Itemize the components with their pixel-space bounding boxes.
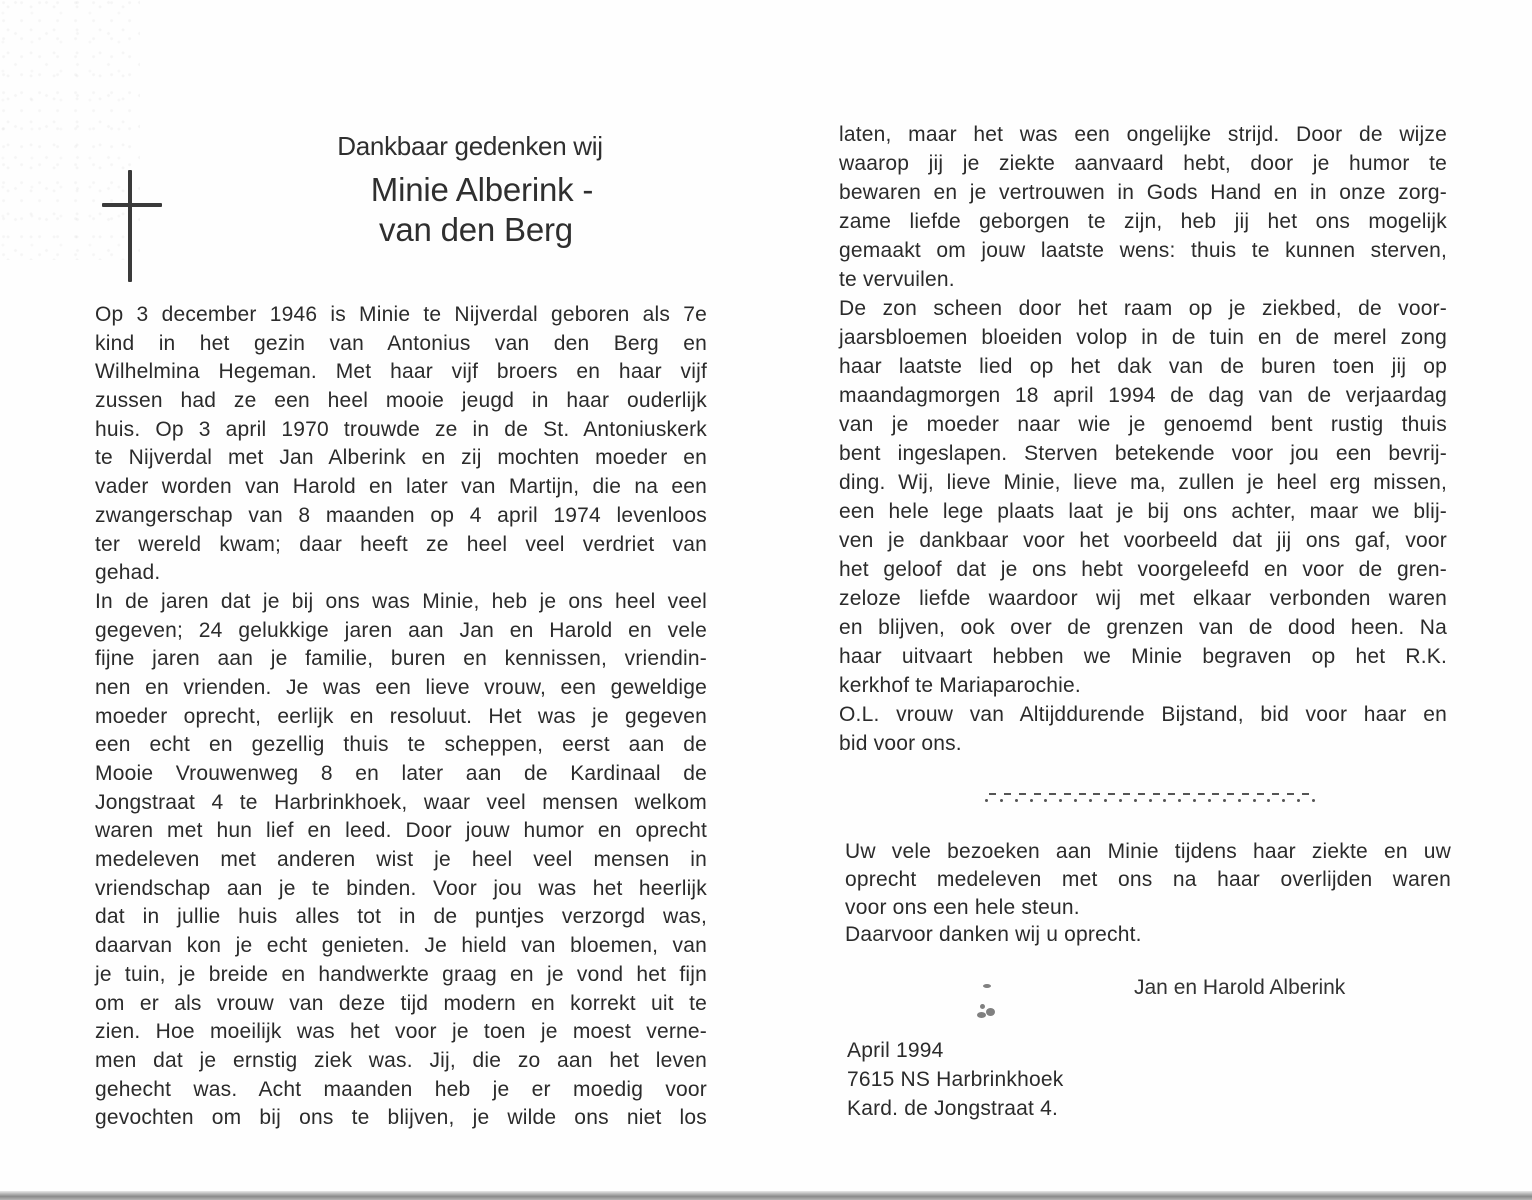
text-line: je tuin, je breide en handwerkte graag en je vond het fijn [95,962,707,986]
separator-dash [1242,793,1249,795]
text-line: gehad. [95,561,161,585]
deceased-name-line-2: van den Berg [379,211,573,248]
separator-dot [1208,799,1211,802]
separator-dash [989,793,996,795]
signers: Jan en Harold Alberink [1134,976,1346,999]
text-line: Daarvoor danken wij u oprecht. [845,923,1142,947]
text-line: Wilhelmina Hegeman. Met haar vijf broers en haar vijf [95,360,707,384]
scan-bottom-edge [0,1191,1532,1200]
text-line: Mooie Vrouwenweg 8 en later aan de Kardinaal de [95,762,707,785]
separator-dot [1015,799,1018,802]
text-line: zien. Hoe moeilijk was het voor je toen je moest verne- [95,1020,707,1044]
text-line: haar uitvaart hebben we Minie begraven op het R.K. [839,645,1447,668]
text-line: waarop jij je ziekte aanvaard hebt, door je humor te [839,152,1447,175]
text-line: maandagmorgen 18 april 1994 de dag van de verjaardag [839,384,1447,407]
separator-dash [1079,793,1086,795]
separator-dot [1000,799,1003,802]
intro-heading: Dankbaar gedenken wij [337,131,603,161]
text-line: Op 3 december 1946 is Minie te Nijverdal geboren als 7e [95,303,707,326]
separator-dash [1093,793,1100,795]
text-line: te vervuilen. [839,268,955,291]
text-line: medeleven met anderen wist je heel veel mensen in [95,848,707,872]
separator-dash [1138,793,1145,795]
dotted-separator [985,790,1315,804]
text-line: zwangerschap van 8 maanden op 4 april 1974 levenloos [95,503,707,527]
text-line: Uw vele bezoeken aan Minie tijdens haar ziekte en uw [845,840,1451,863]
separator-dash [1257,793,1264,795]
text-line: voor ons een hele steun. [845,895,1080,919]
text-line: De zon scheen door het raam op je ziekbed, de voor- [839,297,1447,320]
separator-dot [1223,799,1226,802]
separator-dot [1267,799,1270,802]
right-column-text [839,120,1447,758]
separator-dot [1297,799,1300,802]
separator-dot [1134,799,1137,802]
text-line: gehecht was. Acht maanden heb je er moedig voor [95,1077,707,1101]
text-line: In de jaren dat je bij ons was Minie, heb je ons heel veel [95,589,707,613]
text-line: oprecht medeleven met ons na haar overlijden waren [845,867,1451,891]
separator-dot [1282,799,1285,802]
separator-dash [1004,793,1011,795]
separator-dash [1287,793,1294,795]
separator-dash [1049,793,1056,795]
text-line: O.L. vrouw van Altijddurende Bijstand, bid voor haar en [839,703,1447,726]
separator-dash [1034,793,1041,795]
text-line: om er als vrouw van deze tijd modern en korrekt uit te [95,991,707,1015]
separator-dot [1149,799,1152,802]
separator-dot [985,799,988,802]
separator-dot [1044,799,1047,802]
separator-dot [1119,799,1122,802]
text-line: kerkhof te Mariaparochie. [839,674,1081,697]
text-line: het geloof dat je ons hebt voorgeleefd en voor de gren- [839,558,1447,581]
separator-dot [1104,799,1107,802]
text-line: moeder oprecht, eerlijk en resoluut. Het was je gegeven [95,704,707,728]
separator-dot [1030,799,1033,802]
text-line: vriendschap aan je te binden. Voor jou was het heerlijk [95,876,707,900]
text-line: vader worden van Harold en later van Martijn, die na een [95,475,707,499]
text-line: waren met hun lief en leed. Door jouw humor en oprecht [95,819,707,843]
text-line: gevochten om bij ons te blijven, je wilde ons niet los [95,1106,707,1130]
text-line: daarvan kon je echt genieten. Je hield van bloemen, van [95,934,707,958]
address-postal: 7615 NS Harbrinkhoek [847,1068,1064,1091]
text-line: bewaren en je vertrouwen in Gods Hand en in onze zorg- [839,181,1447,204]
text-line: men dat je ernstig ziek was. Jij, die zo aan het leven [95,1048,707,1072]
left-column-text [95,301,707,1133]
separator-dash [1064,793,1071,795]
text-line: een hele lege plaats laat je bij ons achter, maar we blij- [839,500,1447,523]
deceased-name-line-1: Minie Alberink - [370,171,594,208]
text-line: ven je dankbaar voor het voorbeeld dat jij ons gaf, voor [839,529,1447,552]
separator-dot [1253,799,1256,802]
separator-dot [1059,799,1062,802]
text-line: fijne jaren aan je familie, buren en kennissen, vriendin- [95,647,707,671]
separator-dash [1302,793,1309,795]
text-line: jaarsbloemen bloeiden volop in de tuin en de merel zong [839,326,1447,349]
separator-dot [1074,799,1077,802]
separator-dash [1123,793,1130,795]
text-line: kind in het gezin van Antonius van den Berg en [95,331,707,355]
text-line: een echt en gezellig thuis te scheppen, eerst aan de [95,733,707,757]
text-line: haar laatste lied op het dak van de buren toen jij op [839,355,1447,378]
latin-cross-icon [102,170,164,282]
text-line: zussen had ze een heel mooie jeugd in haar ouderlijk [95,389,707,413]
separator-dash [1153,793,1160,795]
text-line: zeloze liefde waardoor wij met elkaar verbonden waren [839,587,1447,610]
text-line: gegeven; 24 gelukkige jaren aan Jan en Harold en vele [95,618,707,642]
ink-smudge-ornament [974,982,1000,1022]
separator-dot [1178,799,1181,802]
text-line: bent ingeslapen. Sterven betekende voor jou een bevrij- [839,442,1447,465]
separator-dot [1193,799,1196,802]
separator-dot [1238,799,1241,802]
separator-dash [1108,793,1115,795]
text-line: ter wereld kwam; daar heeft ze heel veel verdriet van [95,532,707,556]
text-line: huis. Op 3 april 1970 trouwde ze in de St. Antoniuskerk [95,417,707,441]
text-line: gemaakt om jouw laatste wens: thuis te kunnen sterven, [839,239,1447,262]
text-line: ding. Wij, lieve Minie, lieve ma, zullen je heel erg missen, [839,471,1447,494]
separator-dash [1272,793,1279,795]
separator-dash [1227,793,1234,795]
text-line: laten, maar het was een ongelijke strijd. Door de wijze [839,123,1447,146]
separator-dash [1198,793,1205,795]
separator-dot [1163,799,1166,802]
text-line: zame liefde geborgen te zijn, heb jij het ons mogelijk [839,210,1447,233]
text-line: van je moeder naar wie je genoemd bent rustig thuis [839,413,1447,436]
cross-vertical-bar [128,170,132,282]
separator-dot [1312,799,1315,802]
address-date: April 1994 [847,1039,944,1062]
separator-dash [1168,793,1175,795]
address-block [847,1036,1063,1123]
cross-horizontal-bar [102,203,162,207]
thanks-paragraph [845,838,1451,949]
separator-dash [1183,793,1190,795]
text-line: Jongstraat 4 te Harbrinkhoek, waar veel mensen welkom [95,790,707,814]
text-line: nen en vrienden. Je was een lieve vrouw, een geweldige [95,675,707,699]
text-line: en blijven, ook over de grenzen van de dood heen. Na [839,616,1447,639]
text-line: te Nijverdal met Jan Alberink en zij mochten moeder en [95,446,707,470]
separator-dash [1212,793,1219,795]
separator-dash [1019,793,1026,795]
separator-dot [1089,799,1092,802]
address-street: Kard. de Jongstraat 4. [847,1097,1059,1120]
text-line: dat in jullie huis alles tot in de puntjes verzorgd was, [95,905,707,929]
text-line: bid voor ons. [839,732,962,755]
